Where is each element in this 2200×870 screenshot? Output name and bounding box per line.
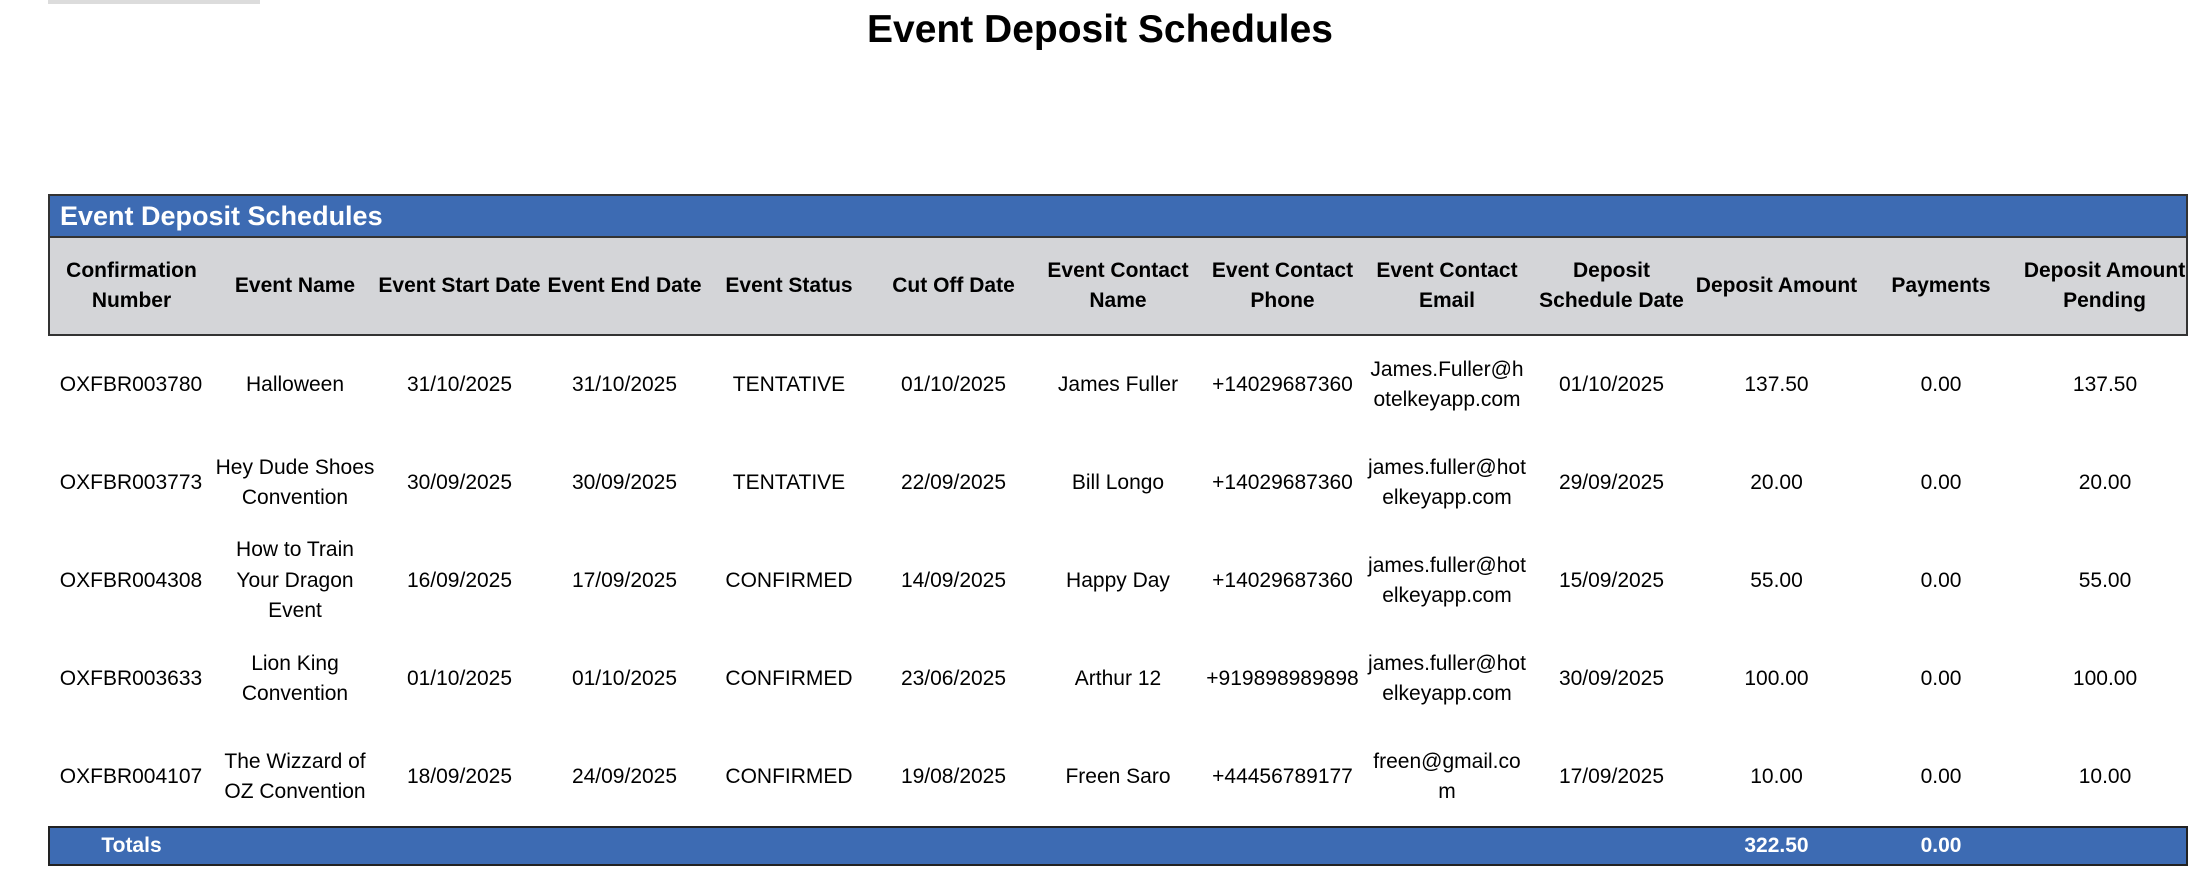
event-start-date: 18/09/2025: [406, 764, 513, 788]
cut-off-date: 01/10/2025: [900, 372, 1007, 396]
section-title: Event Deposit Schedules: [49, 195, 2187, 237]
column-header: Event Contact Email: [1365, 237, 1529, 335]
column-header-row: [49, 237, 2187, 335]
event-contact-phone: +14029687360: [1212, 568, 1353, 592]
totals-empty: [213, 827, 377, 865]
payments: 0.00: [1920, 568, 1962, 592]
totals-label: Totals: [49, 827, 213, 865]
column-header: Payments: [1859, 237, 2023, 335]
totals-empty: [1200, 827, 1365, 865]
event-start-date: 31/10/2025: [406, 372, 513, 396]
deposit-schedule-date: 01/10/2025: [1558, 372, 1665, 396]
payments: 0.00: [1920, 470, 1962, 494]
event-status: CONFIRMED: [725, 764, 853, 788]
deposit-schedule-table: [48, 194, 2188, 866]
deposit-amount: 10.00: [1750, 764, 1803, 788]
column-header: Event Contact Name: [1036, 237, 1200, 335]
event-name: Lion King Convention: [241, 651, 349, 705]
column-header: Event Status: [707, 237, 871, 335]
deposit-amount: 100.00: [1744, 666, 1809, 690]
cut-off-date: 22/09/2025: [900, 470, 1007, 494]
table-row: [49, 728, 2187, 827]
deposit-amount: 137.50: [1744, 372, 1809, 396]
event-end-date: 31/10/2025: [571, 372, 678, 396]
deposit-amount-pending: 100.00: [2072, 666, 2138, 690]
event-contact-phone: +44456789177: [1212, 764, 1353, 788]
confirmation-number: OXFBR004107: [59, 764, 203, 788]
deposit-schedule-date: 30/09/2025: [1558, 666, 1665, 690]
table-row: [49, 335, 2187, 434]
column-header: Event Name: [213, 237, 377, 335]
total-payments: 0.00: [1859, 827, 2023, 865]
column-header: Deposit Amount: [1694, 237, 1859, 335]
column-header: Event End Date: [542, 237, 707, 335]
event-status: TENTATIVE: [732, 470, 846, 494]
totals-empty: [1036, 827, 1200, 865]
totals-empty: [707, 827, 871, 865]
total-deposit-amount: 322.50: [1694, 827, 1859, 865]
confirmation-number: OXFBR004308: [59, 568, 203, 592]
payments: 0.00: [1920, 764, 1962, 788]
column-header: Confirmation Number: [49, 237, 213, 335]
deposit-schedule-date: 15/09/2025: [1558, 568, 1665, 592]
payments: 0.00: [1920, 372, 1962, 396]
cut-off-date: 19/08/2025: [900, 764, 1007, 788]
deposit-schedule-date: 17/09/2025: [1558, 764, 1665, 788]
deposit-amount-pending: 20.00: [2078, 470, 2132, 494]
totals-row: [49, 827, 2187, 865]
column-header: Event Contact Phone: [1200, 237, 1365, 335]
totals-empty: [1365, 827, 1529, 865]
column-header: Deposit Amount Pending: [2023, 237, 2187, 335]
event-contact-email: james.fuller@hotelkeyapp.com: [1368, 455, 1526, 509]
event-name: The Wizzard of OZ Convention: [224, 749, 366, 803]
event-contact-name: Freen Saro: [1065, 764, 1171, 788]
totals-empty: [377, 827, 542, 865]
report-title: Event Deposit Schedules: [867, 8, 1333, 51]
cut-off-date: 14/09/2025: [900, 568, 1007, 592]
event-name: Hey Dude Shoes Convention: [215, 455, 375, 509]
event-end-date: 30/09/2025: [571, 470, 678, 494]
event-contact-email: james.fuller@hotelkeyapp.com: [1368, 651, 1526, 705]
event-contact-email: james.fuller@hotelkeyapp.com: [1368, 553, 1526, 607]
event-contact-email: freen@gmail.com: [1373, 749, 1521, 803]
payments: 0.00: [1920, 666, 1962, 690]
deposit-amount-pending: 137.50: [2072, 372, 2138, 396]
event-contact-email: James.Fuller@hotelkeyapp.com: [1370, 357, 1524, 411]
deposit-amount-pending: 10.00: [2078, 764, 2132, 788]
event-contact-name: Arthur 12: [1074, 666, 1162, 690]
deposit-amount: 55.00: [1750, 568, 1803, 592]
confirmation-number: OXFBR003773: [59, 470, 203, 494]
event-status: CONFIRMED: [725, 568, 853, 592]
deposit-schedule-date: 29/09/2025: [1558, 470, 1665, 494]
event-contact-name: Happy Day: [1066, 568, 1170, 592]
event-name: Halloween: [245, 372, 345, 396]
event-contact-name: James Fuller: [1057, 372, 1179, 396]
table-row: [49, 630, 2187, 728]
event-status: TENTATIVE: [732, 372, 846, 396]
event-end-date: 17/09/2025: [571, 568, 678, 592]
confirmation-number: OXFBR003633: [59, 666, 203, 690]
confirmation-number: OXFBR003780: [59, 372, 203, 396]
event-end-date: 24/09/2025: [571, 764, 678, 788]
event-contact-phone: +14029687360: [1212, 470, 1353, 494]
table-row: [49, 532, 2187, 630]
deposit-amount: 20.00: [1750, 470, 1803, 494]
column-header: Event Start Date: [377, 237, 542, 335]
event-status: CONFIRMED: [725, 666, 853, 690]
totals-empty: [2023, 827, 2187, 865]
column-header: Cut Off Date: [871, 237, 1036, 335]
event-end-date: 01/10/2025: [571, 666, 678, 690]
event-start-date: 01/10/2025: [406, 666, 513, 690]
event-start-date: 30/09/2025: [406, 470, 513, 494]
event-name: How to Train Your Dragon Event: [236, 538, 354, 623]
cut-off-date: 23/06/2025: [900, 666, 1007, 690]
totals-empty: [871, 827, 1036, 865]
column-header: Deposit Schedule Date: [1529, 237, 1694, 335]
event-contact-name: Bill Longo: [1071, 470, 1165, 494]
totals-empty: [1529, 827, 1694, 865]
totals-empty: [542, 827, 707, 865]
event-contact-phone: +14029687360: [1212, 372, 1353, 396]
deposit-amount-pending: 55.00: [2078, 568, 2132, 592]
section-header-row: [49, 195, 2187, 237]
event-contact-phone: +919898989898: [1206, 666, 1359, 690]
table-row: [49, 434, 2187, 532]
event-start-date: 16/09/2025: [406, 568, 513, 592]
